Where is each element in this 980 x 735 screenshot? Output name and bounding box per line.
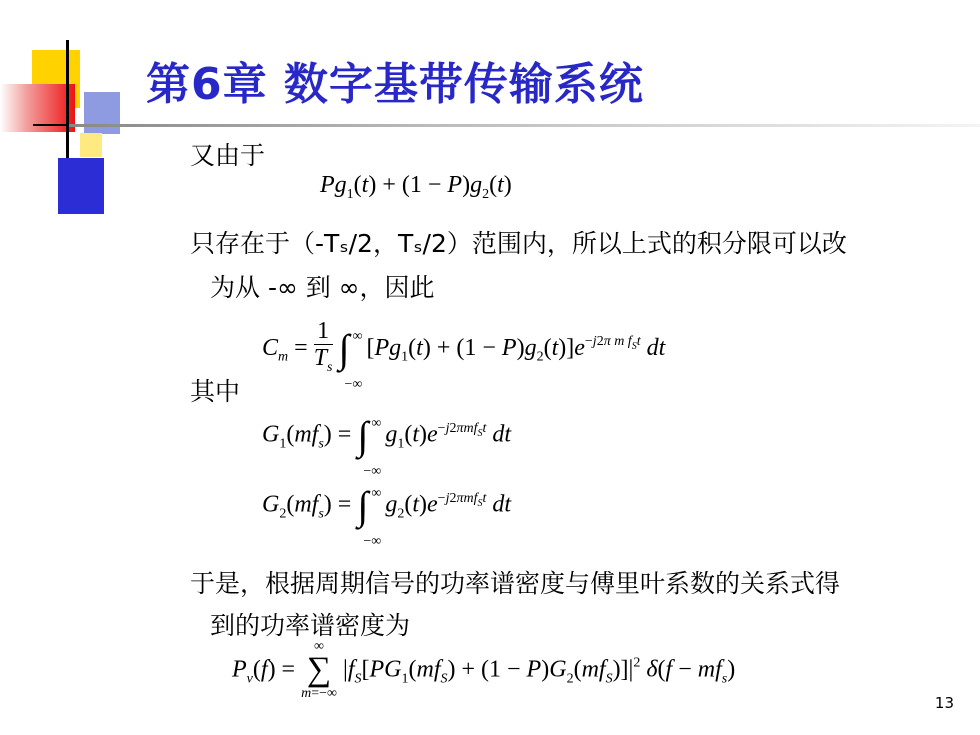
- equation-g2: $G_2(mf_s)$ = ∫ ∞ −∞ $g_2(t)e^{-j2\pi mf_St}$ dt: [262, 483, 512, 549]
- text-line-3: 为从 -∞ 到 ∞，因此: [210, 273, 435, 302]
- equation-sum-g: $Pg_1(t) + (1 - P)g_2(t)$: [320, 172, 512, 202]
- equation-pv: $P_v(f)$ = ∞ ∑ m=−∞ $|f_S[PG_1(mf_S) + (1 - P)G_2(mf_S)]|^2$ $\delta(f - mf_s)$: [232, 639, 736, 701]
- text-line-6: 到的功率谱密度为: [210, 611, 411, 640]
- equation-cm: $C_m$ = $\frac{1}{T_s}$ ∫ ∞ −∞ $[Pg_1(t) + (1 - P)g_2(t)]e^{-j2\pi m f_St}$ dt: [262, 318, 666, 393]
- slide-title: 第6章 数字基带传输系统: [146, 59, 644, 110]
- page-number: 13: [934, 694, 954, 712]
- logo-vertical-line: [66, 40, 69, 158]
- logo-square-light-blue: [84, 92, 120, 134]
- logo-square-dark-blue: [58, 158, 104, 214]
- text-line-4: 其中: [190, 377, 241, 406]
- text-line-1: 又由于: [190, 141, 266, 170]
- logo-square-pale-yellow: [80, 133, 102, 157]
- title-underline: [69, 124, 980, 127]
- text-line-2: 只存在于（-Tₛ/2，Tₛ/2）范围内，所以上式的积分限可以改: [190, 229, 847, 258]
- text-line-5: 于是，根据周期信号的功率谱密度与傅里叶系数的关系式得: [190, 569, 841, 598]
- equation-g1: $G_1(mf_s)$ = ∫ ∞ −∞ $g_1(t)e^{-j2\pi mf_St}$ dt: [262, 413, 512, 479]
